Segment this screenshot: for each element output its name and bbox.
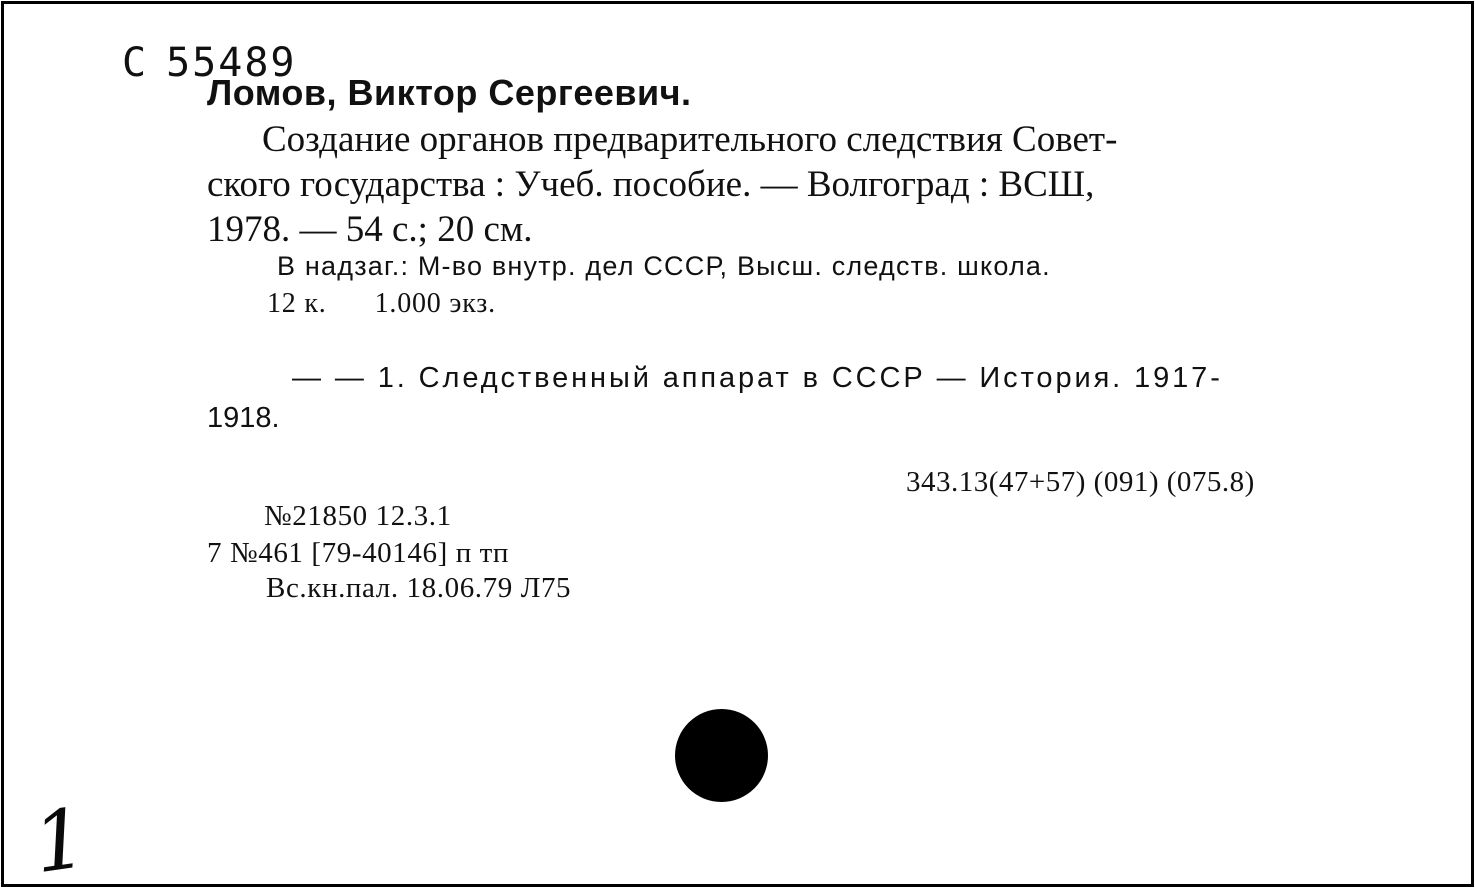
author-heading: Ломов, Виктор Сергеевич. bbox=[207, 72, 692, 113]
shelf-letter: С bbox=[122, 40, 149, 86]
punch-hole bbox=[675, 709, 768, 802]
title-line: Создание органов предварительного следствия Совет- bbox=[262, 119, 1118, 160]
subject-heading bbox=[207, 358, 1372, 438]
subject-line: 1918. bbox=[207, 402, 280, 434]
chamber-stamp-line: Вс.кн.пал. 18.06.79 Л75 bbox=[266, 572, 572, 604]
catalog-card bbox=[1, 1, 1474, 892]
price: 12 к. bbox=[267, 288, 327, 319]
shelf-number: 55489 bbox=[166, 40, 297, 86]
record-number: №21850 12.3.1 bbox=[264, 500, 452, 532]
classification-index: 343.13(47+57) (091) (075.8) bbox=[906, 466, 1255, 498]
registration-line: 7 №461 [79-40146] п тп bbox=[207, 537, 510, 569]
title-statement bbox=[207, 117, 1372, 252]
price-line bbox=[267, 288, 496, 320]
title-line: 1978. — 54 с.; 20 см. bbox=[207, 209, 533, 250]
handwritten-number: 1 bbox=[27, 790, 93, 892]
title-line: ского государства : Учеб. пособие. — Волгоград : ВСШ, bbox=[207, 164, 1095, 205]
print-run: 1.000 экз. bbox=[374, 288, 496, 319]
subject-line: — — 1. Следственный аппарат в СССР — История. 1917- bbox=[292, 362, 1223, 394]
series-note: В надзаг.: М-во внутр. дел СССР, Высш. следств. школа. bbox=[277, 251, 1051, 281]
